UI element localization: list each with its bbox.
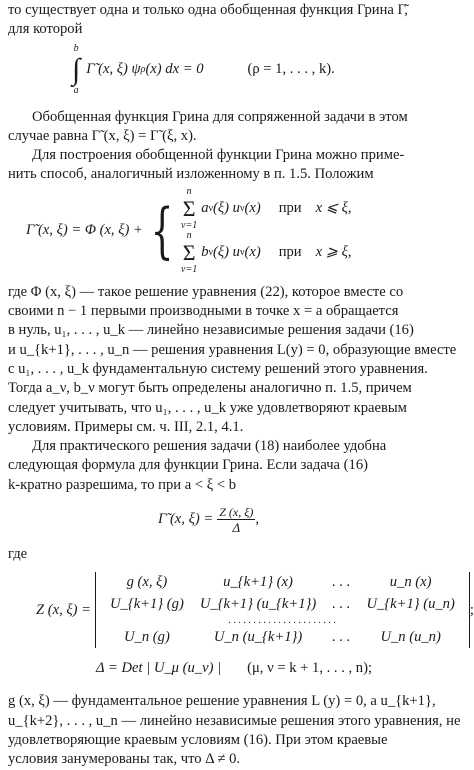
integral-formula: b ∫ a Γ̃ (x, ξ) ψ ρ (x) dx = 0 (ρ = 1, . . . , k). xyxy=(72,42,335,96)
green-function-formula: Γ̃ (x, ξ) = Φ (x, ξ) + { n Σ ν=1 a ν (ξ) u ν (x) при x ⩽ ξ, n Σ ν=1 b ν (ξ) u ν (x) при x ⩾ ξ, xyxy=(26,185,352,275)
paragraph-line: своими n − 1 первыми производными в точке x = a обращается xyxy=(8,303,399,320)
paragraph-line: Для построения обобщенной функции Грина можно приме- xyxy=(32,147,405,164)
matrix-row: U_{k+1} (g) U_{k+1} (u_{k+1}) . . . U_{k+1} (u_n) xyxy=(110,595,455,612)
integral-sign: b ∫ a xyxy=(72,42,81,96)
paragraph-line: то существует одна и только одна обобщенная функция Грина Γ̃, xyxy=(8,2,408,18)
paragraph xyxy=(8,692,462,769)
sum-sign: n Σ ν=1 xyxy=(181,185,198,231)
paragraph-line: условия занумерованы так, что Δ ≠ 0. xyxy=(8,751,241,768)
brace-icon: { xyxy=(150,195,174,266)
ratio-formula: Γ̃ (x, ξ) = $\frac{Z (x, \xi)}{\Delta}$ , xyxy=(158,505,259,536)
paragraph-line: g (x, ξ) — фундаментальное решение уравнения L (y) = 0, а u_{k+1}, xyxy=(8,693,436,710)
matrix-row: U_n (g) U_n (u_{k+1}) . . . U_n (u_n) xyxy=(124,628,441,645)
determinant-matrix xyxy=(95,572,470,648)
paragraph xyxy=(8,108,462,185)
paragraph-line: где xyxy=(8,546,28,563)
paragraph-line: k-кратно разрешима, то при a < ξ < b xyxy=(8,476,237,493)
paragraph-line: u_{k+2}, . . . , u_n — линейно независимые решения этого уравнения, не xyxy=(8,712,461,729)
paragraph-line: удовлетворяющие краевым условиям (16). При этом краевые xyxy=(8,731,388,748)
paragraph-line: нить способ, аналогичный изложенному в п. 1.5. Положим xyxy=(8,166,374,183)
sum-sign: n Σ ν=1 xyxy=(181,229,198,275)
paragraph xyxy=(8,283,462,495)
paragraph-line: следующая формула для функции Грина. Если задача (16) xyxy=(8,457,368,474)
paragraph-line: следует учитывать, что u₁, . . . , u_k уже удовлетворяют краевым xyxy=(8,399,407,416)
matrix-row: . . . . . . . . . . . . . . . . . . . . . . xyxy=(228,614,337,626)
paragraph xyxy=(8,545,462,564)
fraction: $\frac{Z (x, \xi)}{\Delta}$ xyxy=(219,505,254,536)
paragraph-line: и u_{k+1}, . . . , u_n — решения уравнения L(y) = 0, образующие вместе xyxy=(8,341,457,358)
paragraph-line: для которой xyxy=(8,21,83,38)
paragraph-line: Обобщенная функция Грина для сопряженной задачи в этом xyxy=(32,108,408,125)
delta-formula: Δ = Det | U_μ (u_ν) | (μ, ν = k + 1, . . . , n); xyxy=(96,659,373,676)
paragraph-line: Для практического решения задачи (18) наиболее удобна xyxy=(32,438,387,455)
paragraph-line: в нуль, u₁, . . . , u_k — линейно независимые решения задачи (16) xyxy=(8,322,414,339)
matrix-row: g (x, ξ) u_{k+1} (x) . . . u_n (x) xyxy=(126,574,432,591)
paragraph-line: с u₁, . . . , u_k фундаментальную систему решений этого уравнения. xyxy=(8,360,428,377)
paragraph-line: где Φ (x, ξ) — такое решение уравнения (22), которое вместе со xyxy=(8,283,404,300)
paragraph-line: случае равна Γ̃ (x, ξ) = Γ̃ (ξ, x). xyxy=(8,127,197,144)
determinant-formula: Z (x, ξ) = g (x, ξ) u_{k+1} (x) . . . u_n (x) U_{k+1} (g) U_{k+1} (u_{k+1}) . . . U_{k+1} (u_n) . . . . . . . . . . . . . . . . . . . . . . U_n (g) U_n (u_{k+1}) . . . U_n (u_n) ; xyxy=(8,564,462,656)
text-line xyxy=(8,0,462,40)
paragraph-line: условиям. Примеры см. ч. III, 2.1, 4.1. xyxy=(8,418,244,435)
paragraph-line: Тогда a_ν, b_ν могут быть определены аналогично п. 1.5, причем xyxy=(8,380,412,397)
